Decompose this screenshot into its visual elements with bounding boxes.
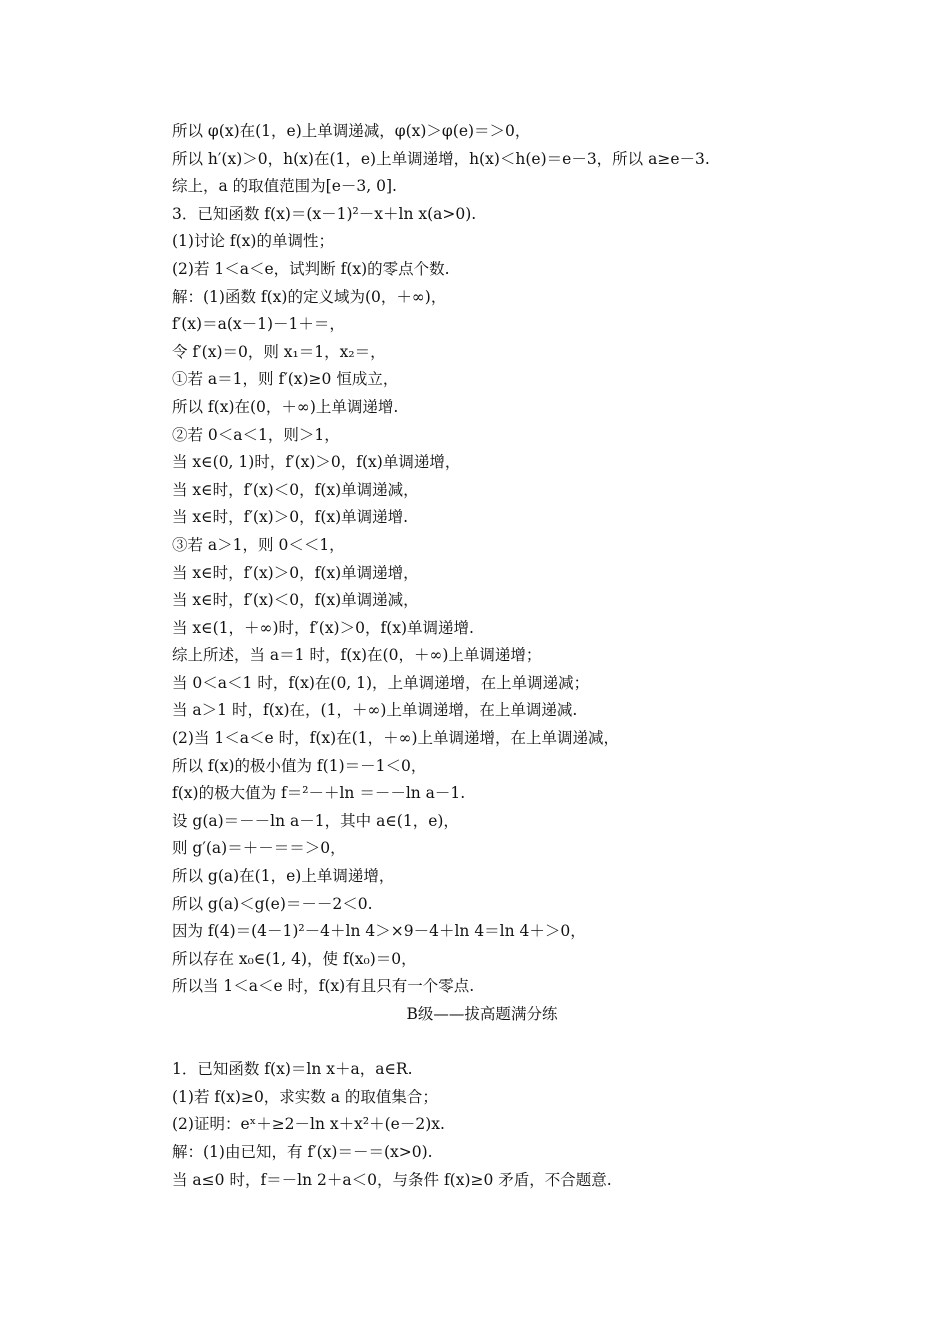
solution-line: 所以 g(a)在(1，e)上单调递增，: [172, 867, 395, 886]
problem-part-1: (1)讨论 f(x)的单调性；: [172, 232, 334, 251]
solution-line: 当 a≤0 时，f＝－ln 2＋a＜0，与条件 f(x)≥0 矛盾，不合题意.: [172, 1170, 612, 1189]
solution-line: f′(x)＝a(x－1)－1＋＝，: [172, 315, 345, 334]
problem-statement: 1．已知函数 f(x)＝ln x＋a，a∈R.: [172, 1060, 413, 1079]
spacer: [172, 1029, 792, 1057]
solution-line: 解：(1)函数 f(x)的定义域为(0，＋∞)，: [172, 287, 447, 306]
solution-line: 解：(1)由已知，有 f′(x)＝－＝(x>0).: [172, 1142, 433, 1161]
text-line: 综上，a 的取值范围为[e－3, 0].: [172, 177, 397, 196]
problem-part-2: (2)若 1＜a＜e，试判断 f(x)的零点个数.: [172, 259, 450, 278]
problem-statement: 3．已知函数 f(x)＝(x－1)²－x＋ln x(a>0).: [172, 204, 477, 223]
solution-line: 所以当 1＜a＜e 时，f(x)有且只有一个零点.: [172, 977, 475, 996]
solution-line: 则 g′(a)＝＋－＝＝＞0，: [172, 839, 346, 858]
solution-line: 当 x∈时，f′(x)＞0，f(x)单调递增.: [172, 508, 409, 527]
text-line: 所以 φ(x)在(1，e)上单调递减，φ(x)＞φ(e)＝＞0，: [172, 122, 531, 140]
solution-line: 令 f′(x)＝0，则 x₁＝1，x₂＝，: [172, 342, 386, 361]
solution-line: 当 x∈时，f′(x)＜0，f(x)单调递减，: [172, 591, 419, 610]
solution-line: f(x)的极大值为 f＝²－＋ln ＝－－ln a－1.: [172, 784, 466, 803]
solution-line: ③若 a＞1，则 0＜＜1，: [172, 535, 345, 554]
solution-line: 所以 f(x)的极小值为 f(1)＝－1＜0，: [172, 756, 427, 775]
solution-line: 当 x∈(0, 1)时，f′(x)＞0，f(x)单调递增，: [172, 453, 461, 472]
solution-line: 所以 f(x)在(0，＋∞)上单调递增.: [172, 397, 399, 416]
document-page: [172, 118, 792, 1194]
solution-line: 当 x∈(1，＋∞)时，f′(x)＞0，f(x)单调递增.: [172, 618, 474, 637]
section-title: B级——拔高题满分练: [406, 1005, 558, 1023]
solution-line: ①若 a＝1，则 f′(x)≥0 恒成立，: [172, 370, 399, 389]
problem-part-2: (2)证明：eˣ＋≥2－ln x＋x²＋(e－2)x.: [172, 1115, 445, 1134]
solution-line: 综上所述，当 a＝1 时，f(x)在(0，＋∞)上单调递增；: [172, 646, 542, 665]
solution-line: 所以 g(a)＜g(e)＝－－2＜0.: [172, 894, 373, 913]
text-line: 所以 h′(x)＞0，h(x)在(1，e)上单调递增，h(x)＜h(e)＝e－3，所以 a≥e－3.: [172, 149, 710, 168]
solution-line: ②若 0＜a＜1，则＞1，: [172, 425, 340, 444]
solution-line: 当 x∈时，f′(x)＞0，f(x)单调递增，: [172, 563, 419, 582]
solution-line: 当 x∈时，f′(x)＜0，f(x)单调递减，: [172, 480, 419, 499]
solution-line: 因为 f(4)＝(4－1)²－4＋ln 4＞×9－4＋ln 4＝ln 4＋＞0，: [172, 922, 586, 941]
solution-line: 所以存在 x₀∈(1, 4)，使 f(x₀)＝0，: [172, 949, 417, 968]
problem-part-1: (1)若 f(x)≥0，求实数 a 的取值集合；: [172, 1087, 438, 1106]
solution-line: 当 a＞1 时，f(x)在，(1，＋∞)上单调递增，在上单调递减.: [172, 701, 578, 720]
solution-line: 设 g(a)＝－－ln a－1，其中 a∈(1，e)，: [172, 811, 459, 830]
solution-line: (2)当 1＜a＜e 时，f(x)在(1，＋∞)上单调递增，在上单调递减，: [172, 729, 620, 748]
solution-line: 当 0＜a＜1 时，f(x)在(0, 1)，上单调递增，在上单调递减；: [172, 673, 590, 692]
